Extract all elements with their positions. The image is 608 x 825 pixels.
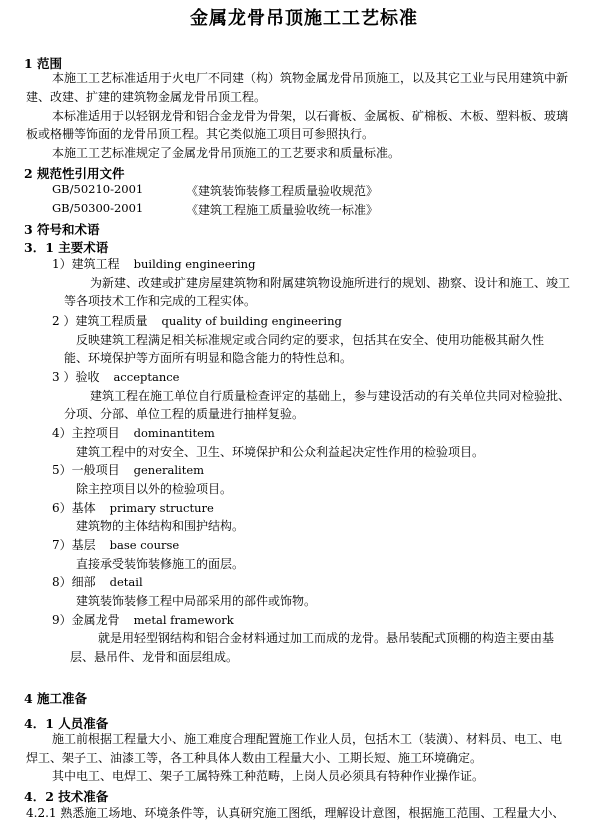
term-label: 7）基层 base course (52, 538, 180, 552)
term-definition: 反映建筑工程满足相关标准规定或合同约定的要求，包括其在安全、使用功能极其耐久性 (76, 333, 545, 347)
section-4-1-heading: 4．1 人员准备 (24, 716, 109, 731)
reference-code: GB/50300-2001 (52, 201, 144, 215)
section-3-heading: 3 符号和术语 (24, 222, 100, 237)
term-label: 3 ）验收 acceptance (52, 370, 180, 384)
term-label: 5）一般项目 generalitem (52, 463, 205, 477)
paragraph-line: 板或格栅等饰面的龙骨吊顶工程。其它类似施工项目可参照执行。 (26, 127, 375, 141)
term-definition: 建筑工程中的对安全、卫生、环境保护和公众利益起决定性作用的检验项目。 (76, 445, 485, 459)
term-label: 2 ）建筑工程质量 quality of building engineering (52, 314, 342, 328)
term-definition: 能、环境保护等方面所有明显和隐含能力的特性总和。 (64, 351, 353, 365)
term-definition: 直接承受装饰装修施工的面层。 (76, 557, 245, 571)
term-label: 6）基体 primary structure (52, 501, 214, 515)
term-definition: 就是用轻型钢结构和铝合金材料通过加工而成的龙骨。悬吊装配式顶棚的构造主要由基 (98, 631, 555, 645)
section-4-2-heading: 4．2 技术准备 (24, 789, 109, 804)
term-label: 8）细部 detail (52, 575, 143, 589)
term-definition: 建筑装饰装修工程中局部采用的部件或饰物。 (76, 594, 317, 608)
term-definition: 为新建、改建或扩建房屋建筑物和附属建筑物设施所进行的规划、勘察、设计和施工、竣工 (90, 276, 571, 290)
term-label: 1）建筑工程 building engineering (52, 257, 256, 271)
paragraph-line: 焊工、架子工、油漆工等，各工种具体人数由工程量大小、工期长短、施工环境确定。 (26, 751, 483, 765)
paragraph-line: 其中电工、电焊工、架子工属特殊工种范畴，上岗人员必须具有特种作业操作证。 (52, 769, 485, 783)
reference-code: GB/50210-2001 (52, 182, 144, 196)
term-definition: 建筑工程在施工单位自行质量检查评定的基础上，参与建设活动的有关单位共同对检验批、 (90, 389, 571, 403)
section-4-heading: 4 施工准备 (24, 691, 88, 706)
paragraph-line: 建、改建、扩建的建筑物金属龙骨吊顶工程。 (26, 90, 267, 104)
paragraph-line: 本施工工艺标准适用于火电厂不同建（构）筑物金属龙骨吊顶施工，以及其它工业与民用建筑中新 (52, 71, 569, 85)
term-definition: 等各项技术工作和完成的工程实体。 (64, 294, 257, 308)
reference-name: 《建筑装饰装修工程质量验收规范》 (186, 184, 379, 198)
reference-name: 《建筑工程施工质量验收统一标准》 (186, 203, 379, 217)
term-definition: 分项、分部、单位工程的质量进行抽样复验。 (64, 407, 305, 421)
term-label: 9）金属龙骨 metal framework (52, 613, 234, 627)
section-3-1-heading: 3．1 主要术语 (24, 240, 109, 255)
document-title: 金属龙骨吊顶施工工艺标准 (190, 8, 418, 29)
section-1-heading: 1 范围 (24, 56, 63, 71)
term-definition: 层、悬吊件、龙骨和面层组成。 (70, 650, 239, 664)
paragraph-line: 4.2.1 熟悉施工场地、环境条件等，认真研究施工图纸，理解设计意图，根据施工范围、工程量大小、 (26, 806, 565, 820)
paragraph-line: 本标准适用于以轻钢龙骨和铝合金龙骨为骨架，以石膏板、金属板、矿棉板、木板、塑料板、玻璃 (52, 109, 569, 123)
term-definition: 建筑物的主体结构和围护结构。 (76, 519, 245, 533)
paragraph-line: 施工前根据工程量大小、施工难度合理配置施工作业人员，包括木工（装潢）、材料员、电工、电 (52, 732, 563, 746)
term-label: 4）主控项目 dominantitem (52, 426, 215, 440)
section-2-heading: 2 规范性引用文件 (24, 166, 125, 181)
term-definition: 除主控项目以外的检验项目。 (76, 482, 233, 496)
paragraph-line: 本施工工艺标准规定了金属龙骨吊顶施工的工艺要求和质量标准。 (52, 146, 401, 160)
